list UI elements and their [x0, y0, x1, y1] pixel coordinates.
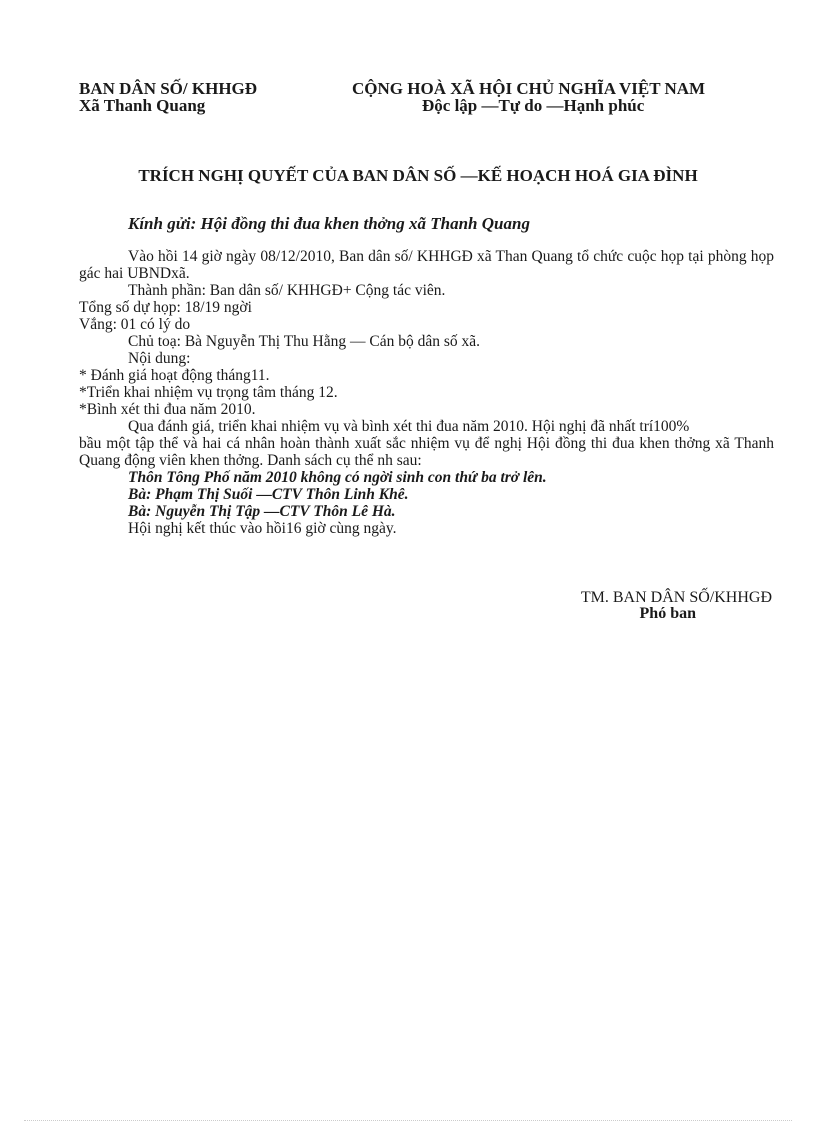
- national-title: CỘNG HOÀ XÃ HỘI CHỦ NGHĨA VIỆT NAM: [352, 79, 706, 98]
- signature-title: TM. BAN DÂN SỐ/KHHGĐ: [580, 589, 772, 606]
- agenda-item: *Bình xét thi đua năm 2010.: [79, 401, 256, 418]
- intro-paragraph: Vào hồi 14 giờ ngày 08/12/2010, Ban dân số/ KHHGĐ xã Than Quang tổ chức cuộc họp tại phòng họp gác hai UBNDxã.: [79, 248, 774, 282]
- absent-line: Vắng: 01 có lý do: [79, 316, 191, 333]
- summary-continuation: bầu một tập thể và hai cá nhân hoàn thành xuất sắc nhiệm vụ để nghị Hội đồng thi đua khen thởng xã Thanh Quang động viên khen thởng. Danh sách cụ thể nh sau:: [79, 435, 774, 469]
- signature-block: [581, 590, 772, 622]
- document-body: [79, 248, 774, 537]
- agenda-item: *Triển khai nhiệm vụ trọng tâm tháng 12.: [79, 384, 338, 401]
- national-header: [352, 80, 705, 114]
- closing-line: Hội nghị kết thúc vào hồi16 giờ cùng ngày.: [128, 520, 397, 537]
- summary-paragraph: Qua đánh giá, triển khai nhiệm vụ và bình xét thi đua năm 2010. Hội nghị đã nhất trí100%: [128, 418, 690, 435]
- commune-name: Xã Thanh Quang: [79, 96, 206, 115]
- content-label: Nội dung:: [128, 350, 191, 367]
- page-bottom-divider: [24, 1120, 792, 1121]
- attendance-line: Tổng số dự họp: 18/19 ngời: [79, 299, 252, 316]
- award-item: Bà: Phạm Thị Suối —CTV Thôn Linh Khê.: [128, 486, 409, 503]
- members-line: Thành phần: Ban dân số/ KHHGĐ+ Cộng tác viên.: [128, 282, 446, 299]
- recipient-line: Kính gửi: Hội đồng thi đua khen thởng xã Thanh Quang: [128, 214, 530, 233]
- chair-line: Chủ toạ: Bà Nguyễn Thị Thu Hằng — Cán bộ dân số xã.: [128, 333, 481, 350]
- award-item: Bà: Nguyễn Thị Tập —CTV Thôn Lê Hà.: [128, 503, 396, 520]
- document-title: TRÍCH NGHỊ QUYẾT CỦA BAN DÂN SỐ —KẾ HOẠCH HOÁ GIA ĐÌNH: [138, 166, 698, 185]
- award-item: Thôn Tông Phố năm 2010 không có ngời sinh con thứ ba trở lên.: [128, 469, 547, 486]
- organization-header: [79, 80, 257, 114]
- organization-name: BAN DÂN SỐ/ KHHGĐ: [79, 79, 258, 98]
- agenda-item: * Đánh giá hoạt động tháng11.: [79, 367, 270, 384]
- national-motto: Độc lập —Tự do —Hạnh phúc: [422, 96, 645, 115]
- signature-role: Phó ban: [639, 605, 696, 622]
